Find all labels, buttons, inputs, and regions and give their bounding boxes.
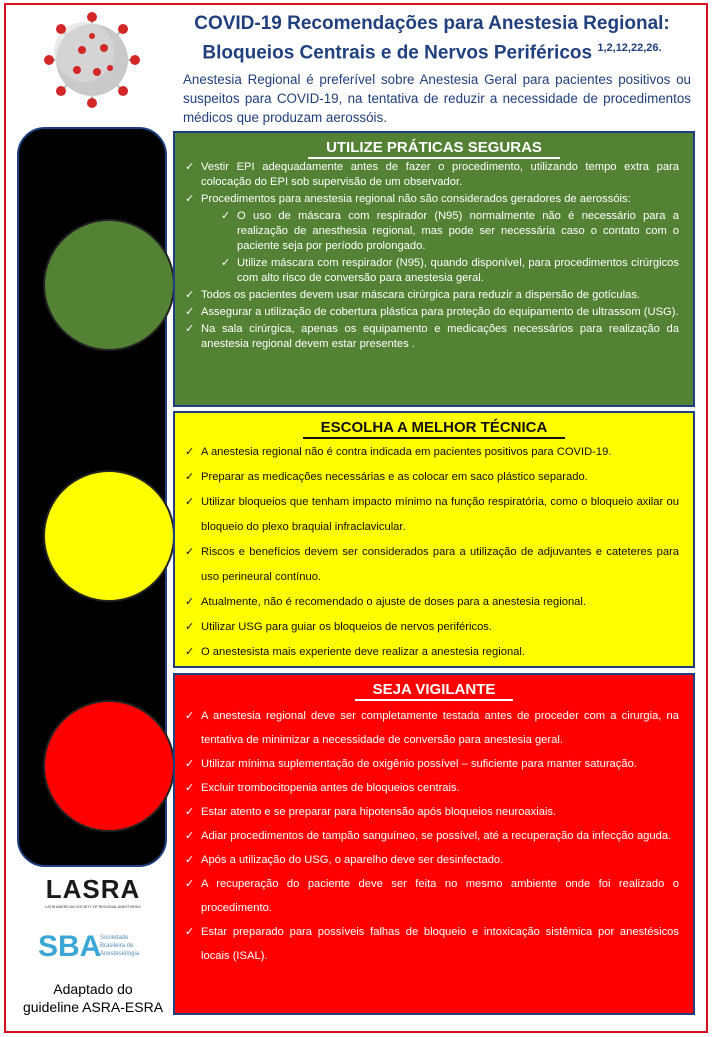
list-item	[185, 288, 679, 303]
be-vigilant-list	[175, 704, 693, 968]
list-item	[185, 615, 679, 640]
be-vigilant-panel	[173, 673, 695, 1015]
coronavirus-icon	[42, 10, 142, 110]
list-item-text: Adiar procedimentos de tampão sanguíneo, se possível, até a recuperação da infecção aguda.	[201, 830, 672, 842]
traffic-light-red	[43, 700, 175, 832]
list-item-text: Na sala cirúrgica, apenas os equipamento e medicações necessários para realização da anestesia regional devem estar presentes .	[201, 323, 679, 350]
list-item-text: Atualmente, não é recomendado o ajuste de doses para a anestesia regional.	[201, 596, 586, 608]
check-icon: ✓	[185, 621, 195, 633]
title-references: 1,2,12,22,26.	[597, 42, 662, 54]
traffic-light-green	[43, 219, 175, 351]
adaptation-note	[18, 980, 168, 1016]
check-icon: ✓	[185, 193, 195, 205]
check-icon: ✓	[185, 323, 195, 335]
intro-text: Anestesia Regional é preferível sobre Anestesia Geral para pacientes positivos ou suspeitos para COVID-19, na tentativa de reduzir a necessidade de procedimentos médicos que produzam aerossóis.	[183, 72, 691, 125]
list-item	[185, 160, 679, 190]
list-item-text: Utilizar USG para guiar os bloqueios de nervos periféricos.	[201, 621, 493, 633]
title-line-2-text: Bloqueios Centrais e de Nervos Periféricos	[202, 42, 593, 64]
list-item	[185, 752, 679, 776]
list-item-text: Riscos e benefícios devem ser considerados para a utilização de adjuvantes e cateteres para uso perineural contínuo.	[201, 546, 679, 583]
best-technique-title-text: ESCOLHA A MELHOR TÉCNICA	[303, 419, 566, 439]
list-item-text: Todos os pacientes devem usar máscara cirúrgica para reduzir a dispersão de gotículas.	[201, 289, 641, 301]
list-item-text: O anestesista mais experiente deve realizar a anestesia regional.	[201, 646, 525, 658]
safe-practices-title	[175, 139, 693, 156]
check-icon: ✓	[185, 306, 195, 318]
list-item-text: Procedimentos para anestesia regional não são considerados geradores de aerossóis:	[201, 193, 631, 205]
sba-subtitle-1: Sociedade	[100, 935, 129, 941]
list-item	[185, 848, 679, 872]
list-item-text: A recuperação do paciente deve ser feita no mesmo ambiente onde foi realizado o procedimento.	[201, 878, 679, 914]
list-item-text: Excluir trombocitopenia antes de bloqueios centrais.	[201, 782, 460, 794]
list-item-text: Vestir EPI adequadamente antes de fazer o procedimento, utilizando tempo extra para colocação do EPI sob supervisão de um observador.	[201, 161, 679, 188]
safe-practices-panel	[173, 131, 695, 407]
traffic-light	[17, 127, 167, 867]
sba-logo	[38, 926, 168, 966]
safe-practices-title-text: UTILIZE PRÁTICAS SEGURAS	[308, 139, 560, 159]
check-icon: ✓	[221, 210, 231, 222]
list-item-text: Utilizar bloqueios que tenham impacto mínimo na função respiratória, como o bloqueio axilar ou bloqueio do plexo braquial infraclavicular.	[201, 496, 679, 533]
list-item-text: A anestesia regional não é contra indicada em pacientes positivos para COVID-19.	[201, 446, 612, 458]
list-item-text: A anestesia regional deve ser completamente testada antes de proceder com a cirurgia, na tentativa de minimizar a necessidade de conversão para anestesia geral.	[201, 710, 679, 746]
be-vigilant-title	[175, 681, 693, 698]
title-line-1: COVID-19 Recomendações para Anestesia Regional:	[194, 13, 670, 34]
be-vigilant-title-text: SEJA VIGILANTE	[355, 681, 514, 701]
check-icon: ✓	[185, 878, 195, 890]
sba-subtitle-2: Brasileira de	[100, 943, 134, 949]
lasra-wordmark: LASRA	[45, 874, 141, 904]
list-item	[185, 192, 679, 207]
list-item-text: Estar preparado para possíveis falhas de bloqueio e intoxicação sistêmica por anestésicos locais (ISAL).	[201, 926, 679, 962]
list-item-text: Após a utilização do USG, o aparelho deve ser desinfectado.	[201, 854, 504, 866]
list-item	[185, 305, 679, 320]
check-icon: ✓	[185, 546, 195, 558]
list-item	[185, 776, 679, 800]
check-icon: ✓	[185, 446, 195, 458]
check-icon: ✓	[185, 496, 195, 508]
adaptation-line-2: guideline ASRA-ESRA	[22, 999, 164, 1015]
list-item	[185, 920, 679, 968]
best-technique-list	[175, 440, 693, 665]
check-icon: ✓	[185, 289, 195, 301]
check-icon: ✓	[185, 471, 195, 483]
check-icon: ✓	[185, 830, 195, 842]
list-item	[185, 490, 679, 540]
list-item	[185, 440, 679, 465]
check-icon: ✓	[185, 806, 195, 818]
list-item	[185, 800, 679, 824]
list-item	[185, 824, 679, 848]
check-icon: ✓	[185, 758, 195, 770]
list-item-text: Utilize máscara com respirador (N95), quando disponível, para procedimentos cirúrgicos com alto risco de conversão para anestesia geral.	[237, 257, 679, 284]
page-title	[160, 12, 704, 65]
check-icon: ✓	[185, 854, 195, 866]
list-item-text: Utilizar mínima suplementação de oxigênio possível – suficiente para manter saturação.	[201, 758, 637, 770]
title-line-2	[160, 36, 704, 65]
list-item	[185, 590, 679, 615]
best-technique-panel	[173, 411, 695, 668]
check-icon: ✓	[221, 257, 231, 269]
check-icon: ✓	[185, 710, 195, 722]
list-item-text: Estar atento e se preparar para hipotensão após bloqueios neuroaxiais.	[201, 806, 557, 818]
lasra-subtitle: LATIN AMERICAN SOCIETY OF REGIONAL ANESTHESIA	[45, 905, 141, 909]
list-item-text: Preparar as medicações necessárias e as colocar em saco plástico separado.	[201, 471, 588, 483]
list-item	[185, 465, 679, 490]
check-icon: ✓	[185, 646, 195, 658]
list-item-text: Assegurar a utilização de cobertura plástica para proteção do equipamento de ultrassom (USG).	[201, 306, 679, 318]
list-subitem	[221, 256, 679, 286]
list-item	[185, 540, 679, 590]
list-item	[185, 704, 679, 752]
best-technique-title	[175, 419, 693, 436]
list-item-text: O uso de máscara com respirador (N95) normalmente não é necessário para a realização de anesthesia regional, mas pode ser necessária caso o contato com o paciente seja por período prolongado.	[237, 210, 679, 252]
safe-practices-list	[175, 160, 693, 352]
traffic-light-yellow	[43, 470, 175, 602]
sba-subtitle-3: Anestesiologia	[100, 951, 140, 957]
list-subitem	[221, 209, 679, 254]
lasra-logo	[33, 870, 153, 914]
check-icon: ✓	[185, 926, 195, 938]
sba-wordmark: SBA	[38, 930, 102, 963]
list-item	[185, 872, 679, 920]
check-icon: ✓	[185, 161, 195, 173]
list-item	[185, 322, 679, 352]
list-item	[185, 640, 679, 665]
check-icon: ✓	[185, 782, 195, 794]
adaptation-line-1: Adaptado do	[53, 981, 133, 997]
check-icon: ✓	[185, 596, 195, 608]
